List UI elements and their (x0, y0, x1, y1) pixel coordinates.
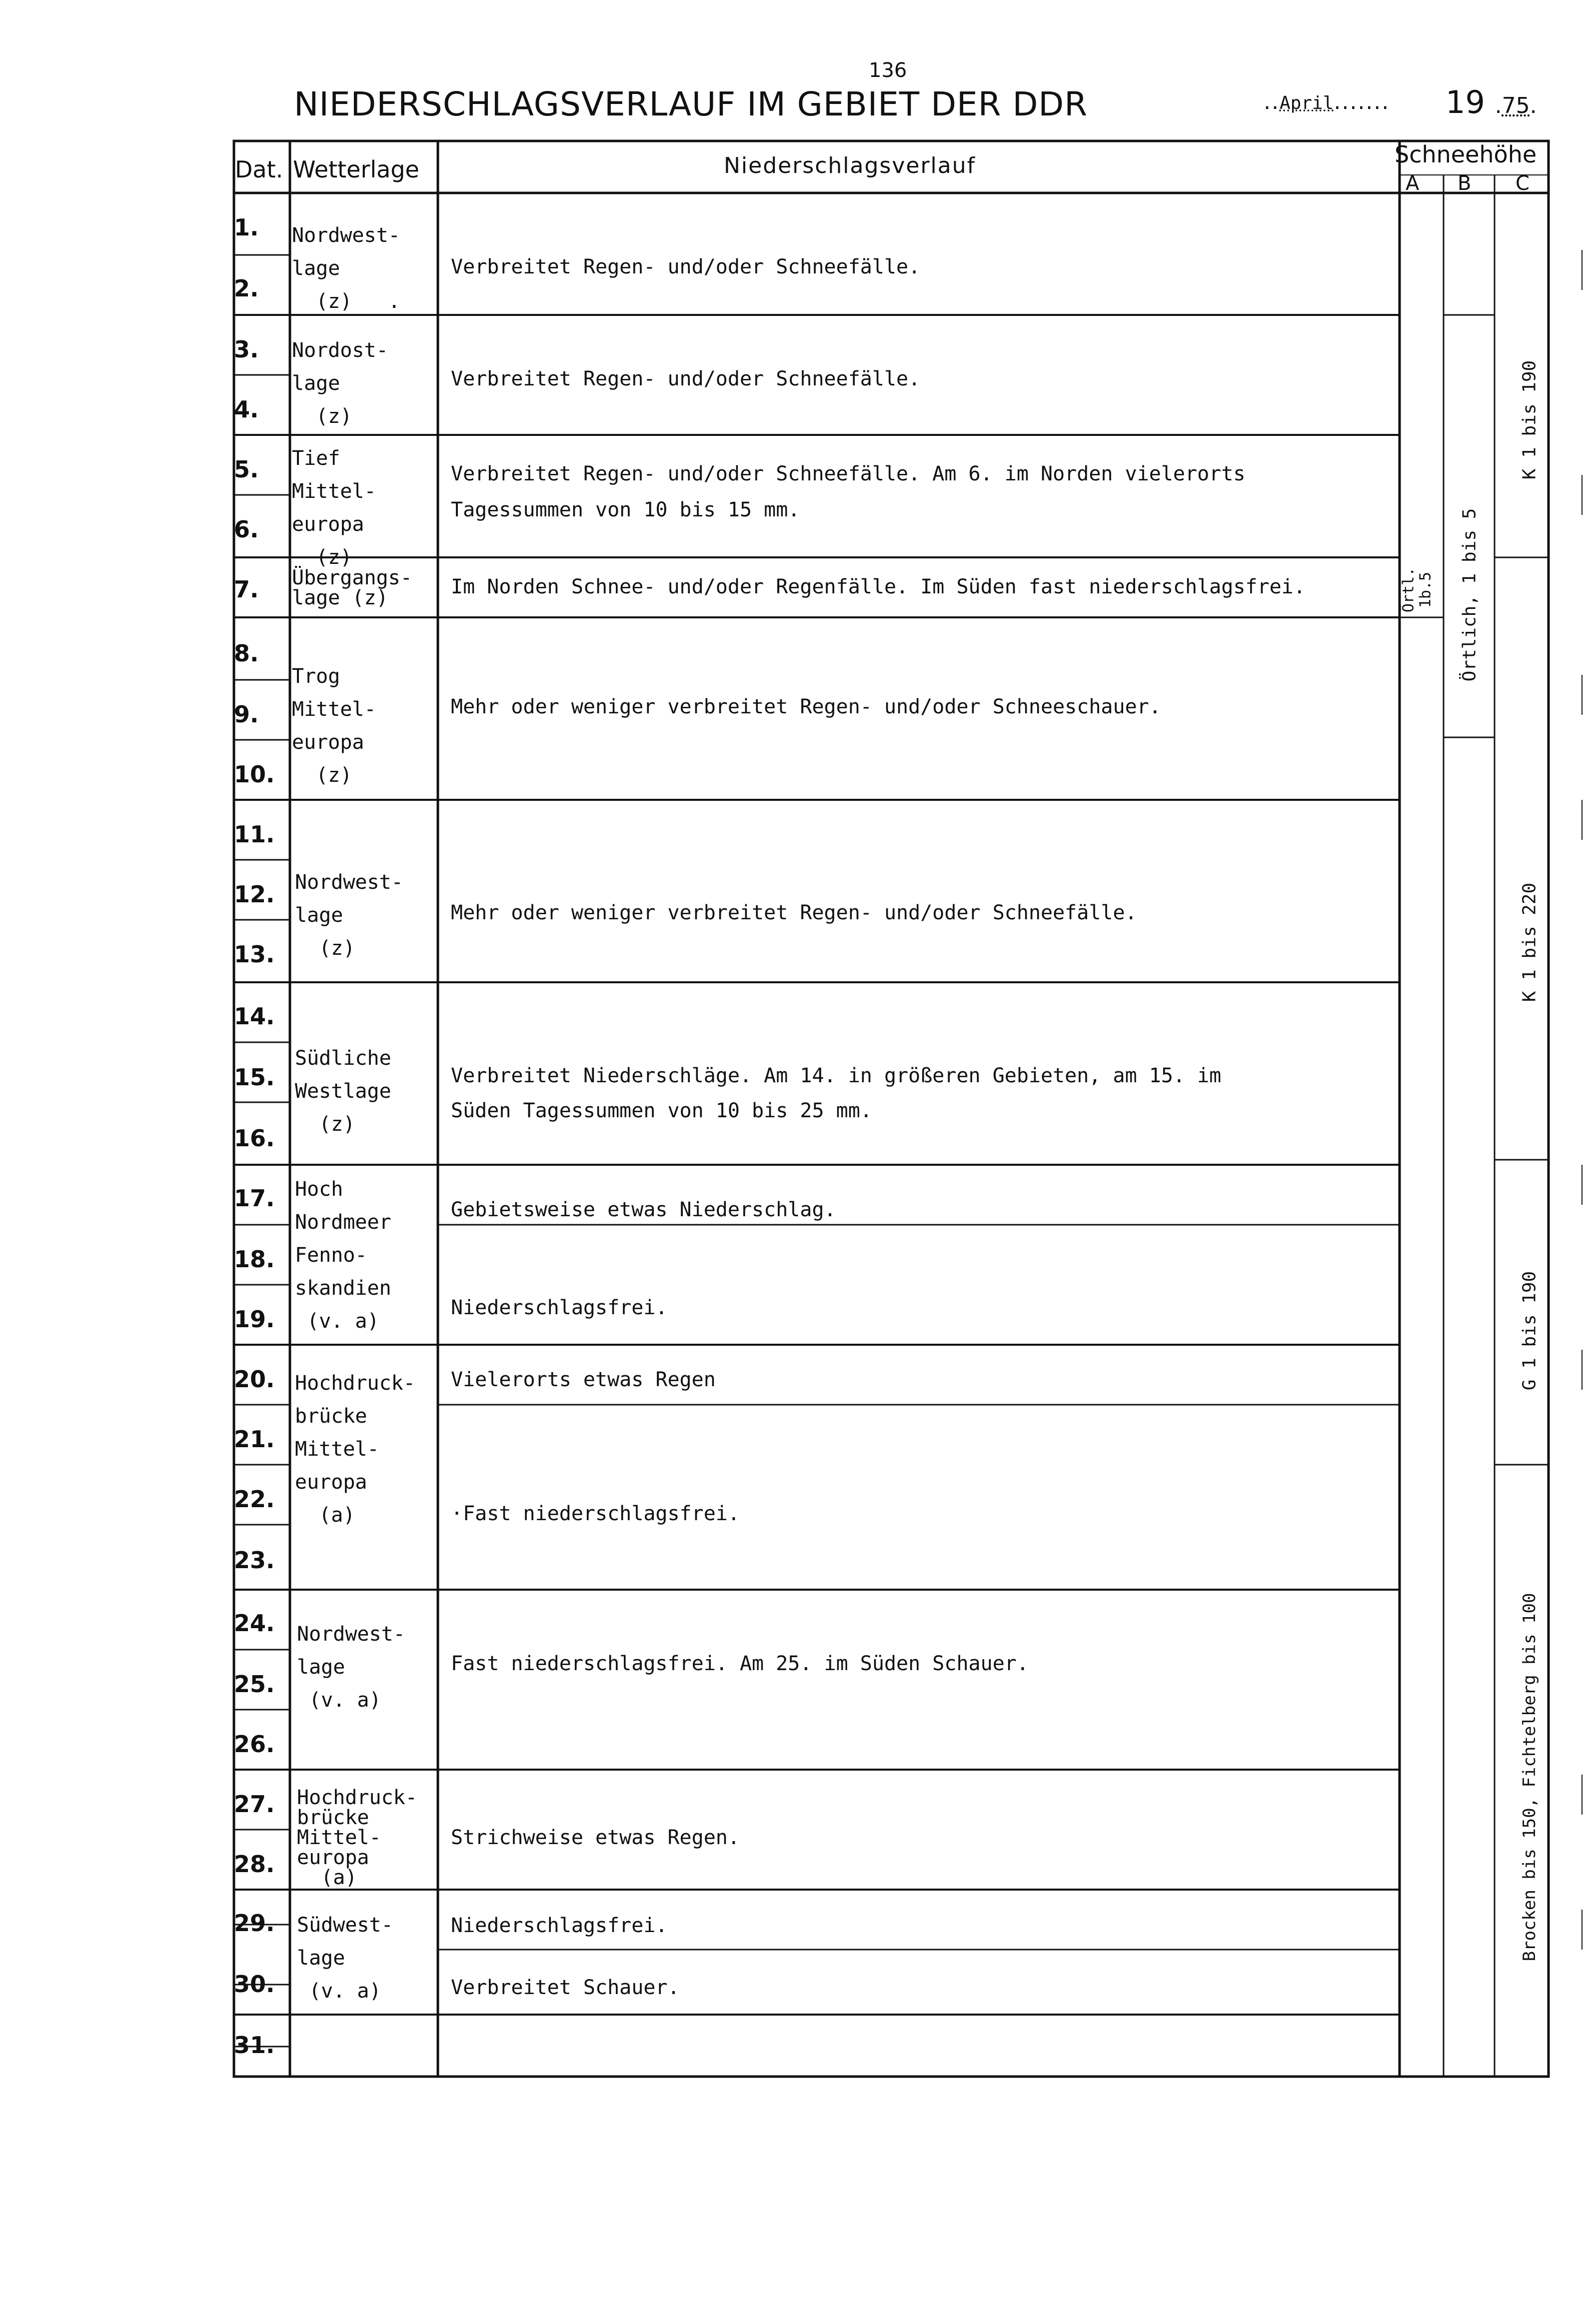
precipitation-text: Tagessummen von 10 bis 15 mm. (451, 498, 800, 521)
weather-situation: Hoch Nordmeer Fenno- skandien (v. a) (295, 1178, 391, 1333)
weather-situation: Südwest- lage (v. a) (297, 1914, 393, 2003)
precipitation-text: ·Fast niederschlagsfrei. (451, 1502, 740, 1525)
header-snow-a: A (1406, 172, 1420, 195)
precipitation-text: Verbreitet Schauer. (451, 1976, 680, 1999)
day-number: 18. (234, 1246, 275, 1273)
day-number: 17. (234, 1185, 275, 1212)
snow-a-note-line2: 1b.5 (1417, 571, 1435, 608)
snow-c-note: K 1 bis 190 (1519, 360, 1540, 480)
precipitation-text: Niederschlagsfrei. (451, 1296, 668, 1319)
day-number: 1. (234, 214, 259, 241)
snow-a-note-line1: Örtl. (1400, 567, 1418, 613)
day-number: 26. (234, 1731, 275, 1758)
precipitation-text: Verbreitet Regen- und/oder Schneefälle. Am 6. im Norden vielerorts (451, 462, 1246, 485)
day-number: 29. (234, 1910, 275, 1937)
day-number: 6. (234, 516, 259, 543)
header-snow-depth: Schneehöhe (1395, 141, 1537, 168)
year-prefix: 19 (1446, 84, 1485, 120)
weather-situation: Tief Mittel- europa (z) (292, 447, 376, 569)
precipitation-text: Verbreitet Niederschläge. Am 14. in größeren Gebieten, am 15. im (451, 1064, 1222, 1087)
day-number: 5. (234, 456, 259, 483)
weather-situation: Südliche Westlage (z) (295, 1047, 391, 1136)
day-number: 23. (234, 1547, 275, 1574)
day-number: 10. (234, 761, 275, 788)
day-number: 21. (234, 1426, 275, 1453)
day-number: 3. (234, 336, 259, 363)
day-number: 24. (234, 1610, 275, 1637)
precipitation-text: Süden Tagessummen von 10 bis 25 mm. (451, 1099, 872, 1122)
year-suffix: 75 (1502, 93, 1530, 118)
weather-situation: Nordost- lage (z) (292, 339, 388, 428)
weather-situation: Nordwest- lage (v. a) (297, 1623, 405, 1712)
day-number: 9. (234, 701, 259, 728)
precipitation-text: Gebietsweise etwas Niederschlag. (451, 1198, 836, 1221)
day-number: 11. (234, 821, 275, 848)
day-number: 28. (234, 1851, 275, 1878)
header-snow-b: B (1458, 172, 1472, 195)
precipitation-text: Strichweise etwas Regen. (451, 1826, 740, 1849)
precipitation-text: Verbreitet Regen- und/oder Schneefälle. (451, 367, 921, 390)
day-number: 14. (234, 1003, 275, 1030)
year-field: 19 .75. (1446, 84, 1537, 120)
day-number: 7. (234, 576, 259, 603)
precipitation-text: Mehr oder weniger verbreitet Regen- und/oder Schneeschauer. (451, 695, 1161, 718)
day-number: 25. (234, 1671, 275, 1698)
day-number: 16. (234, 1125, 275, 1152)
weather-situation: Nordwest- lage (z) (295, 871, 403, 960)
day-number: 2. (234, 275, 259, 302)
precipitation-text: Im Norden Schnee- und/oder Regenfälle. Im Süden fast niederschlagsfrei. (451, 575, 1306, 598)
weather-situation: Hochdruck- brücke Mittel- europa (a) (295, 1372, 415, 1527)
precipitation-text: Mehr oder weniger verbreitet Regen- und/oder Schneefälle. (451, 901, 1137, 924)
header-snow-c: C (1516, 172, 1530, 195)
snow-c-note: G 1 bis 190 (1519, 1271, 1540, 1391)
header-precipitation: Niederschlagsverlauf (724, 153, 976, 178)
day-number: 27. (234, 1791, 275, 1818)
document-title: NIEDERSCHLAGSVERLAUF IM GEBIET DER DDR (294, 85, 1088, 123)
day-number: 15. (234, 1064, 275, 1091)
day-number: 31. (234, 2032, 275, 2059)
weather-situation: Nordwest- lage (z) . (292, 224, 400, 313)
month-value: April (1279, 93, 1334, 113)
day-number: 20. (234, 1366, 275, 1393)
precipitation-text: Niederschlagsfrei. (451, 1914, 668, 1937)
day-number: 22. (234, 1486, 275, 1513)
day-number: 8. (234, 640, 259, 667)
table-border (234, 141, 1549, 2077)
weather-situation: Übergangs- lage (z) (292, 566, 412, 609)
snow-c-note: K 1 bis 220 (1519, 882, 1540, 1002)
header-weather: Wetterlage (293, 156, 419, 183)
day-number: 13. (234, 941, 275, 968)
day-number: 4. (234, 396, 259, 423)
precipitation-text: Verbreitet Regen- und/oder Schneefälle. (451, 255, 921, 278)
header-date: Dat. (235, 156, 283, 183)
day-number: 30. (234, 1971, 275, 1998)
month-field: ..April....... (1264, 89, 1390, 114)
snow-c-note: Brocken bis 150, Fichtelberg bis 100 (1520, 1593, 1540, 1962)
day-number: 19. (234, 1306, 275, 1333)
day-number: 12. (234, 881, 275, 908)
weather-situation: Hochdruck- brücke Mittel- europa (a) (297, 1786, 417, 1889)
page-number: 136 (869, 59, 907, 82)
precipitation-text: Fast niederschlagsfrei. Am 25. im Süden Schauer. (451, 1652, 1029, 1675)
weather-situation: Trog Mittel- europa (z) (292, 665, 376, 787)
precipitation-text: Vielerorts etwas Regen (451, 1368, 716, 1391)
snow-b-note: Örtlich, 1 bis 5 (1459, 508, 1480, 682)
